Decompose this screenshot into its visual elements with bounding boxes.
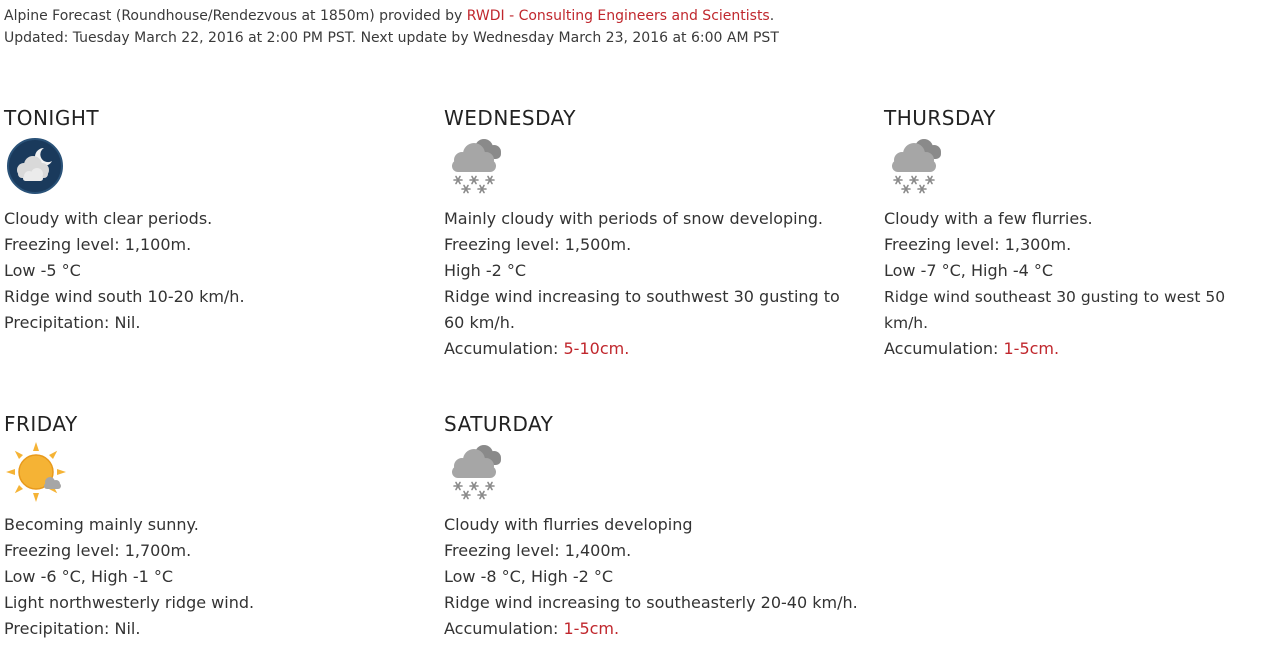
temperature: High -2 °C (444, 261, 527, 280)
accumulation-value: 1-5cm. (563, 619, 620, 638)
sun-cloud-icon (4, 440, 68, 504)
freezing-level: Freezing level: 1,500m. (444, 235, 632, 254)
temperature: Low -8 °C, High -2 °C (444, 567, 614, 586)
freezing-level: Freezing level: 1,400m. (444, 541, 632, 560)
summary-text: Mainly cloudy with periods of snow developing. (444, 209, 823, 228)
ridge-wind: Ridge wind southeast 30 gusting to west 50 km/h. (884, 288, 1226, 332)
summary-text: Cloudy with clear periods. (4, 209, 213, 228)
day-title: WEDNESDAY (444, 106, 576, 130)
freezing-level: Freezing level: 1,100m. (4, 235, 192, 254)
cloud-snow-icon (884, 134, 948, 198)
day-friday (4, 412, 434, 642)
day-title: FRIDAY (4, 412, 78, 436)
temperature: Low -5 °C (4, 261, 81, 280)
rwdi-link[interactable]: RWDI - Consulting Engineers and Scientists (466, 8, 770, 24)
provider-suffix: . (769, 8, 775, 24)
night-cloudy-icon (4, 134, 68, 198)
forecast-header (4, 5, 779, 49)
accumulation: Accumulation: 5-10cm. (444, 339, 630, 358)
accumulation-value: 1-5cm. (1003, 339, 1060, 358)
accumulation-value: 5-10cm. (563, 339, 630, 358)
cloud-snow-icon (444, 440, 508, 504)
ridge-wind: Light northwesterly ridge wind. (4, 593, 255, 612)
ridge-wind: Ridge wind increasing to southeasterly 20-40 km/h. (444, 593, 858, 612)
temperature: Low -6 °C, High -1 °C (4, 567, 174, 586)
freezing-level: Freezing level: 1,300m. (884, 235, 1072, 254)
day-tonight (4, 106, 434, 336)
day-wednesday (444, 106, 849, 362)
summary-text: Becoming mainly sunny. (4, 515, 199, 534)
ridge-wind: Ridge wind south 10-20 km/h. (4, 287, 245, 306)
day-title: TONIGHT (4, 106, 100, 130)
day-saturday (444, 412, 864, 642)
provider-line (4, 5, 779, 27)
cloud-snow-icon (444, 134, 508, 198)
provider-text: Alpine Forecast (Roundhouse/Rendezvous at 1850m) provided by (4, 8, 467, 24)
summary-text: Cloudy with flurries developing (444, 515, 693, 534)
day-thursday (884, 106, 1264, 362)
accumulation: Accumulation: 1-5cm. (444, 619, 620, 638)
temperature: Low -7 °C, High -4 °C (884, 261, 1054, 280)
ridge-wind: Ridge wind increasing to southwest 30 gusting to 60 km/h. (444, 287, 840, 332)
summary-text: Cloudy with a few flurries. (884, 209, 1093, 228)
day-title: SATURDAY (444, 412, 554, 436)
freezing-level: Freezing level: 1,700m. (4, 541, 192, 560)
precipitation: Precipitation: Nil. (4, 619, 141, 638)
day-title: THURSDAY (884, 106, 996, 130)
update-line: Updated: Tuesday March 22, 2016 at 2:00 PM PST. Next update by Wednesday March 23, 2016 at 6:00 AM PST (4, 30, 779, 46)
precipitation: Precipitation: Nil. (4, 313, 141, 332)
accumulation: Accumulation: 1-5cm. (884, 339, 1060, 358)
